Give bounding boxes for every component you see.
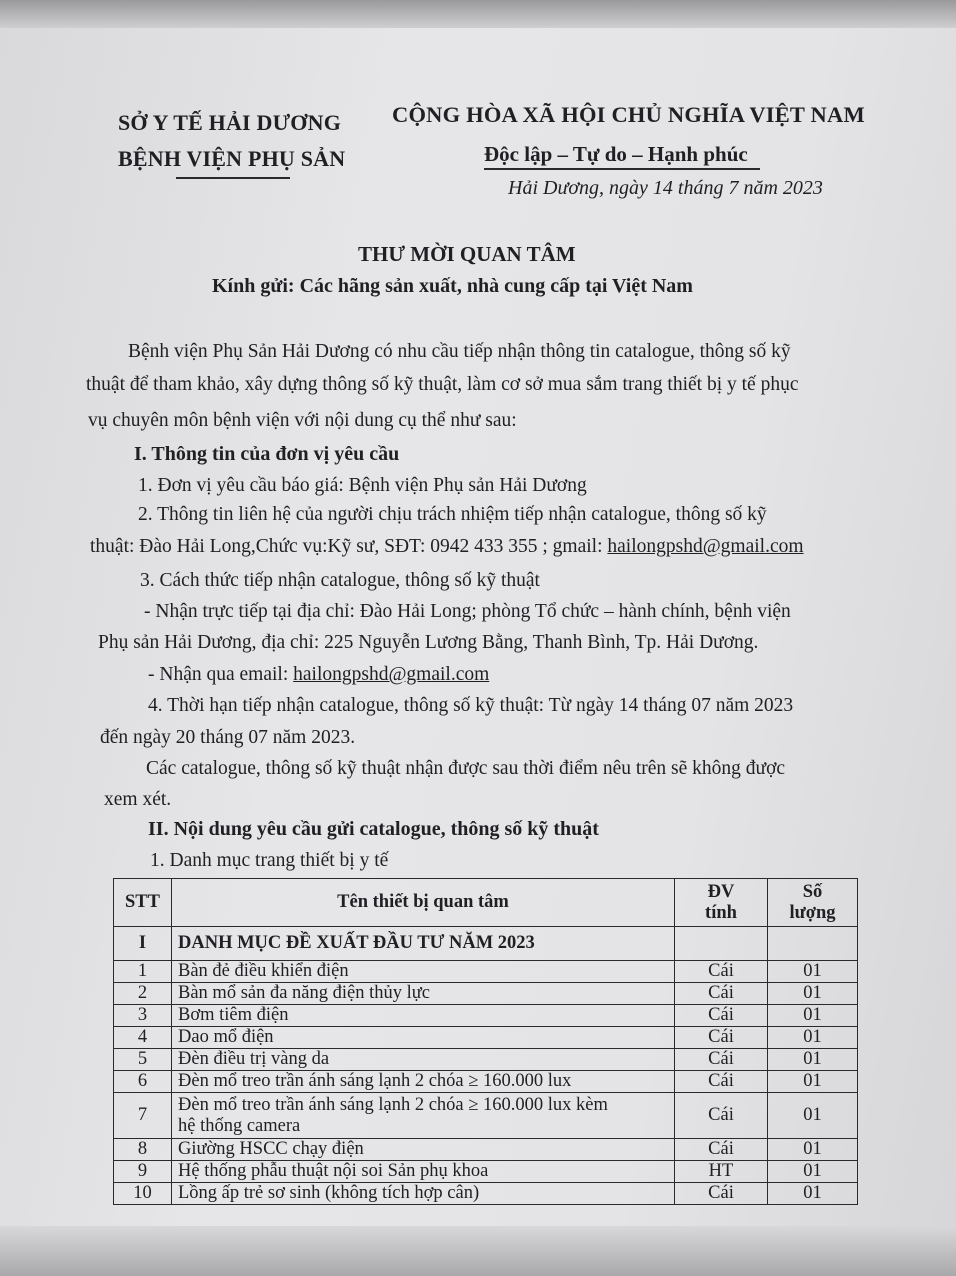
contact-details: thuật: Đào Hải Long,Chức vụ:Kỹ sư, SĐT: 0942 433 355 ; gmail: (90, 536, 608, 557)
row-qty: 01 (768, 1093, 858, 1139)
table-row (114, 961, 858, 983)
row-qty: 01 (768, 1139, 858, 1161)
row-unit: Cái (675, 1093, 768, 1139)
row-name: Bàn mổ sản đa năng điện thủy lực (172, 983, 675, 1005)
group-stt: I (114, 927, 172, 961)
section-1-item-1: 1. Đơn vị yêu cầu báo giá: Bệnh viện Phụ sản Hải Dương (138, 475, 587, 496)
row-qty: 01 (768, 1071, 858, 1093)
row-name: Bơm tiêm điện (172, 1005, 675, 1027)
row-stt: 3 (114, 1005, 172, 1027)
row-qty: 01 (768, 1161, 858, 1183)
col-unit (675, 879, 768, 927)
col-unit-line-2: tính (705, 902, 737, 923)
row-stt: 4 (114, 1027, 172, 1049)
group-qty (768, 927, 858, 961)
row-stt: 6 (114, 1071, 172, 1093)
row-unit: Cái (675, 1027, 768, 1049)
row-unit: Cái (675, 1071, 768, 1093)
receive-email-link[interactable]: hailongpshd@gmail.com (293, 664, 490, 685)
table-row (114, 1071, 858, 1093)
col-qty-line-1: Số (802, 881, 823, 902)
row-unit: Cái (675, 1005, 768, 1027)
hospital-name: BỆNH VIỆN PHỤ SẢN (118, 146, 346, 171)
row-qty: 01 (768, 961, 858, 983)
row-name (172, 1093, 675, 1139)
equipment-table (113, 878, 858, 1205)
row-name: Bàn đẻ điều khiển điện (172, 961, 675, 983)
table-row (114, 1049, 858, 1071)
section-2-subheading: 1. Danh mục trang thiết bị y tế (150, 850, 389, 871)
intro-line-2: thuật để tham khảo, xây dựng thông số kỹ thuật, làm cơ sở mua sắm trang thiết bị y tế phục (86, 374, 799, 395)
table-row (114, 983, 858, 1005)
col-name: Tên thiết bị quan tâm (172, 879, 675, 927)
col-unit-line-1: ĐV (707, 881, 735, 902)
row-name: Hệ thống phẫu thuật nội soi Sản phụ khoa (172, 1161, 675, 1183)
row-name: Lồng ấp trẻ sơ sinh (không tích hợp cân) (172, 1183, 675, 1205)
section-1-heading: I. Thông tin của đơn vị yêu cầu (134, 443, 400, 465)
section-1-item-3: 3. Cách thức tiếp nhận catalogue, thông số kỹ thuật (140, 570, 540, 591)
section-1-item-4-line-2: đến ngày 20 tháng 07 năm 2023. (100, 727, 356, 748)
row-unit: Cái (675, 961, 768, 983)
section-2-heading: II. Nội dung yêu cầu gửi catalogue, thông số kỹ thuật (148, 818, 599, 840)
table-group-row (114, 927, 858, 961)
table-row (114, 1183, 858, 1205)
row-name: Đèn điều trị vàng da (172, 1049, 675, 1071)
contact-email-link[interactable]: hailongpshd@gmail.com (607, 536, 804, 557)
table-row (114, 1005, 858, 1027)
section-1-item-2-line-2 (90, 536, 804, 558)
motto-underline (484, 168, 760, 170)
agency-name: SỞ Y TẾ HẢI DƯƠNG (118, 110, 342, 135)
row-stt: 10 (114, 1183, 172, 1205)
col-qty (768, 879, 858, 927)
row-qty: 01 (768, 1049, 858, 1071)
section-1-item-3a-line-2: Phụ sản Hải Dương, địa chỉ: 225 Nguyễn Lương Bằng, Thanh Bình, Tp. Hải Dương. (98, 632, 759, 653)
row-unit: Cái (675, 983, 768, 1005)
row-unit: Cái (675, 1049, 768, 1071)
group-unit (675, 927, 768, 961)
intro-line-1: Bệnh viện Phụ Sản Hải Dương có nhu cầu tiếp nhận thông tin catalogue, thông số kỹ (128, 341, 791, 362)
row-stt: 1 (114, 961, 172, 983)
intro-line-3: vụ chuyên môn bệnh viện với nội dung cụ thể như sau: (88, 410, 517, 431)
photo-top-edge (0, 0, 956, 28)
row-stt: 2 (114, 983, 172, 1005)
letter-title: THƯ MỜI QUAN TÂM (358, 242, 576, 266)
row-stt: 5 (114, 1049, 172, 1071)
country-name: CỘNG HÒA XÃ HỘI CHỦ NGHĨA VIỆT NAM (392, 102, 865, 127)
motto: Độc lập – Tự do – Hạnh phúc (484, 142, 748, 166)
date-line: Hải Dương, ngày 14 tháng 7 năm 2023 (508, 177, 823, 199)
row-stt: 8 (114, 1139, 172, 1161)
deadline-note-line-2: xem xét. (104, 789, 172, 810)
section-1-item-4-line-1: 4. Thời hạn tiếp nhận catalogue, thông số kỹ thuật: Từ ngày 14 tháng 07 năm 2023 (148, 695, 794, 716)
row-unit: Cái (675, 1139, 768, 1161)
row-name-line-1: Đèn mổ treo trần ánh sáng lạnh 2 chóa ≥ 160.000 lux kèm (178, 1094, 608, 1115)
row-name-line-2: hệ thống camera (178, 1115, 301, 1136)
table-row (114, 1093, 858, 1139)
section-1-item-3b (148, 664, 489, 686)
deadline-note-line-1: Các catalogue, thông số kỹ thuật nhận được sau thời điểm nêu trên sẽ không được (146, 758, 786, 779)
photo-bottom-edge (0, 1226, 956, 1276)
table-header-row (114, 879, 858, 927)
recipient-line: Kính gửi: Các hãng sản xuất, nhà cung cấp tại Việt Nam (212, 275, 693, 297)
row-qty: 01 (768, 1027, 858, 1049)
section-1-item-2-line-1: 2. Thông tin liên hệ của người chịu trách nhiệm tiếp nhận catalogue, thông số kỹ (138, 504, 767, 525)
col-stt: STT (114, 879, 172, 927)
section-1-item-3a-line-1: - Nhận trực tiếp tại địa chỉ: Đào Hải Long; phòng Tổ chức – hành chính, bệnh viện (144, 601, 791, 622)
group-name: DANH MỤC ĐỀ XUẤT ĐẦU TƯ NĂM 2023 (172, 927, 675, 961)
row-stt: 9 (114, 1161, 172, 1183)
hospital-name-underline (176, 177, 290, 179)
table-row (114, 1161, 858, 1183)
row-name: Dao mổ điện (172, 1027, 675, 1049)
row-qty: 01 (768, 983, 858, 1005)
col-qty-line-2: lượng (789, 902, 836, 923)
row-qty: 01 (768, 1005, 858, 1027)
table-row (114, 1139, 858, 1161)
table-row (114, 1027, 858, 1049)
row-name: Đèn mổ treo trần ánh sáng lạnh 2 chóa ≥ 160.000 lux (172, 1071, 675, 1093)
row-name: Giường HSCC chạy điện (172, 1139, 675, 1161)
row-stt: 7 (114, 1093, 172, 1139)
row-unit: HT (675, 1161, 768, 1183)
email-prefix: - Nhận qua email: (148, 664, 294, 685)
row-unit: Cái (675, 1183, 768, 1205)
row-qty: 01 (768, 1183, 858, 1205)
